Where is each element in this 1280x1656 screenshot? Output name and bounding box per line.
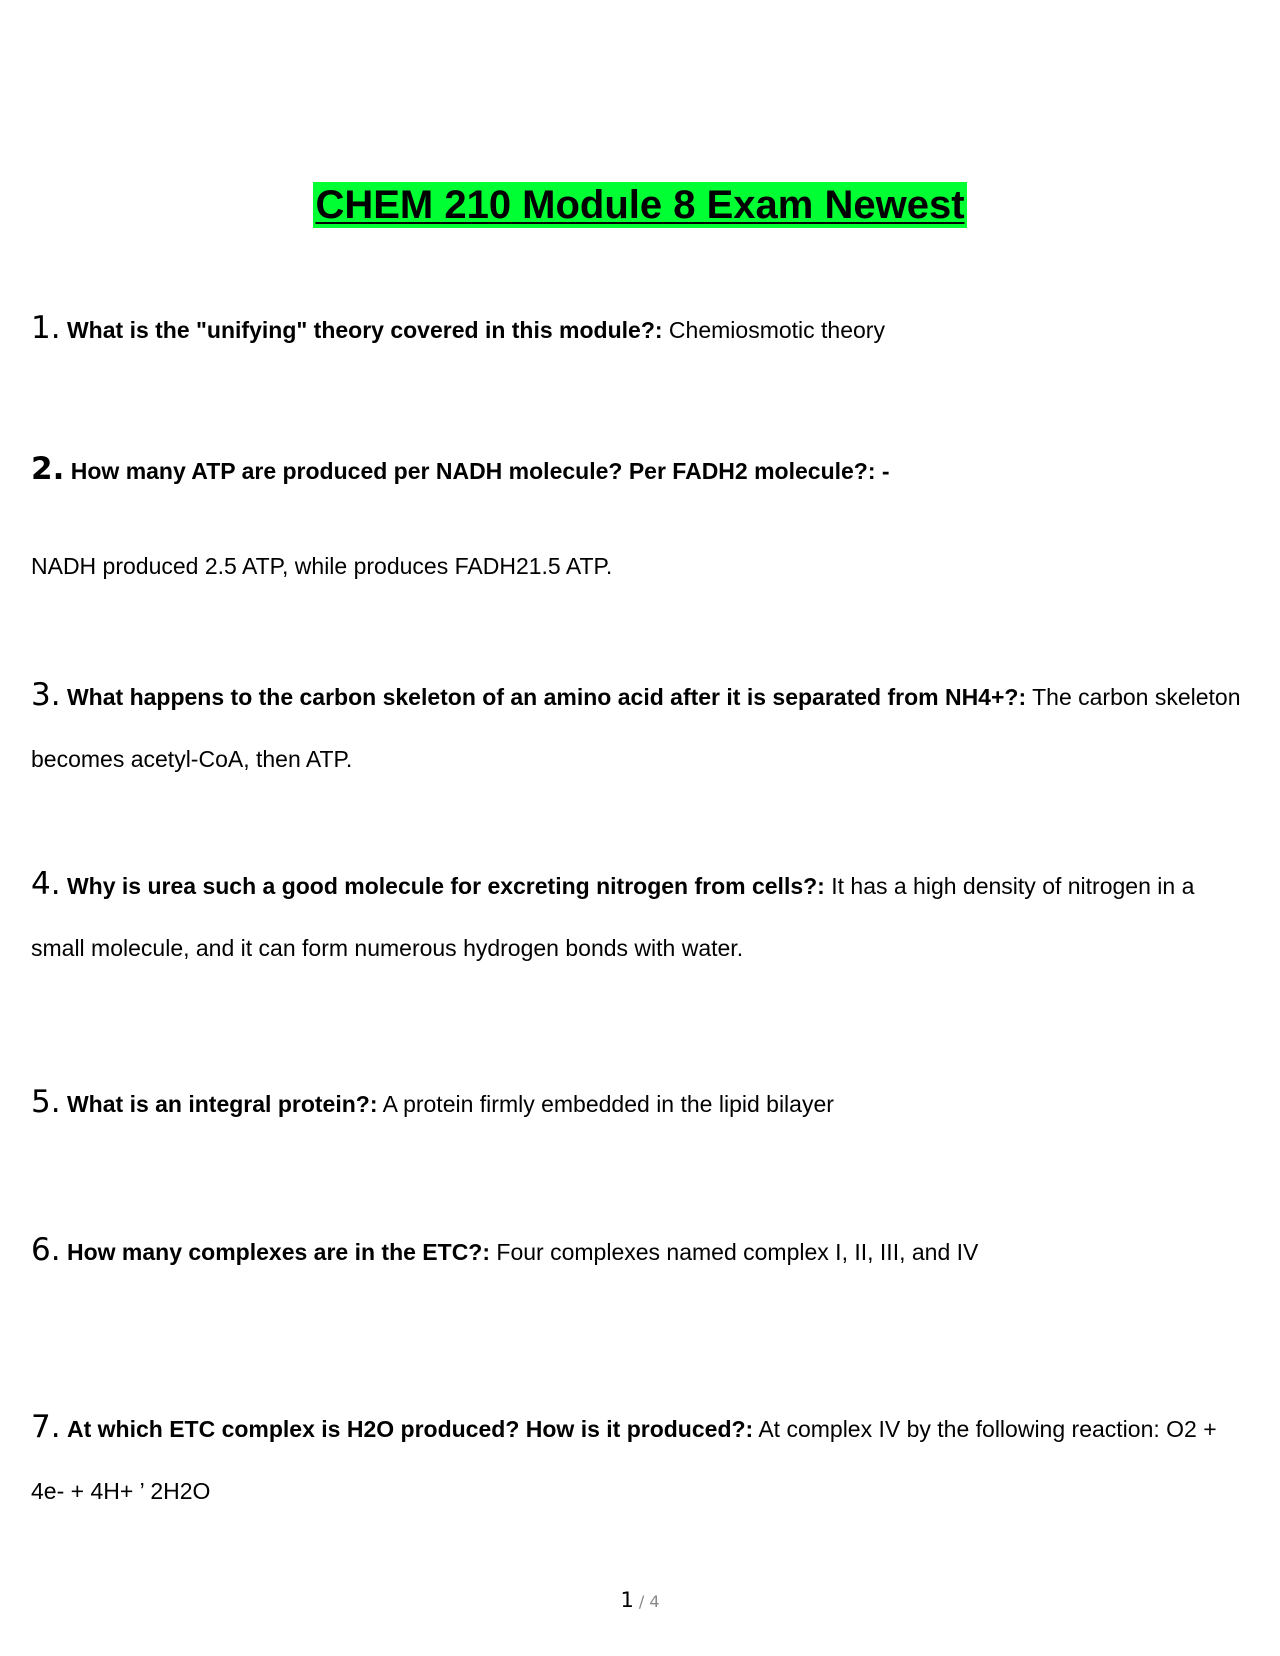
question-item-2	[31, 438, 1253, 502]
question-text: How many ATP are produced per NADH molecule? Per FADH2 molecule?: -	[70, 458, 890, 484]
question-number: 7.	[31, 1409, 61, 1445]
question-text: How many complexes are in the ETC?:	[66, 1239, 491, 1265]
question-item-6	[31, 1219, 1253, 1283]
question-item-3	[31, 664, 1253, 790]
answer-text: The carbon skeleton becomes acetyl-CoA, then ATP.	[31, 684, 1241, 772]
answer-text: At complex IV by the following reaction: O2 + 4e- + 4H+ ’ 2H2O	[31, 1416, 1217, 1504]
question-text: Why is urea such a good molecule for excreting nitrogen from cells?:	[66, 873, 825, 899]
question-text: What happens to the carbon skeleton of an amino acid after it is separated from NH4+?:	[66, 684, 1027, 710]
question-number: 2.	[31, 451, 65, 487]
question-number: 4.	[31, 866, 61, 902]
question-text: What is an integral protein?:	[66, 1091, 378, 1117]
question-item-5	[31, 1071, 1253, 1135]
current-page: 1	[620, 1588, 634, 1612]
question-text: At which ETC complex is H2O produced? How is it produced?:	[66, 1416, 754, 1442]
question-text: What is the "unifying" theory covered in this module?:	[66, 317, 663, 343]
question-number: 6.	[31, 1232, 61, 1268]
question-number: 1.	[31, 310, 61, 346]
document-title: CHEM 210 Module 8 Exam Newest	[315, 183, 965, 227]
question-item-1	[31, 297, 1253, 361]
answer-text: A protein firmly embedded in the lipid bilayer	[377, 1091, 834, 1117]
answer-text: Chemiosmotic theory	[662, 317, 885, 343]
answer-text: It has a high density of nitrogen in a small molecule, and it can form numerous hydrogen bonds with water.	[31, 873, 1195, 961]
question-number: 3.	[31, 677, 61, 713]
question-item-4	[31, 853, 1253, 979]
page-indicator	[0, 1588, 1280, 1612]
answer-text: Four complexes named complex I, II, III, and IV	[490, 1239, 979, 1265]
title-wrap	[0, 182, 1280, 228]
question-item-7	[31, 1396, 1253, 1522]
total-pages: / 4	[633, 1592, 660, 1611]
answer-text: NADH produced 2.5 ATP, while produces FADH21.5 ATP.	[31, 553, 613, 579]
question-number: 5.	[31, 1084, 61, 1120]
